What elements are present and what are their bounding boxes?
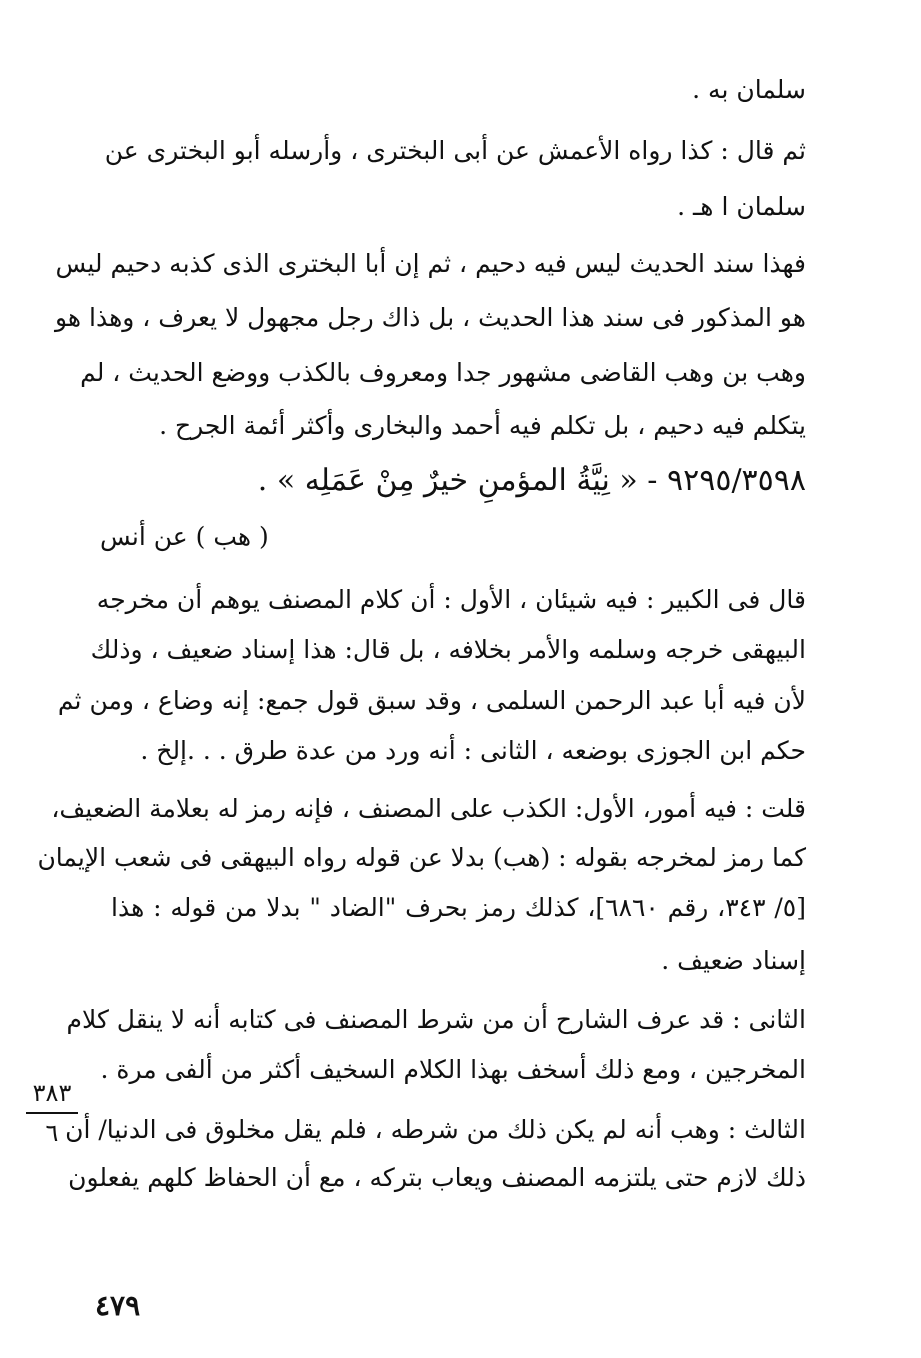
margin-reference-divider bbox=[26, 1112, 78, 1114]
text-line-11: لأن فيه أبا عبد الرحمن السلمى ، وقد سبق قول جمع: إنه وضاع ، ومن ثم bbox=[57, 686, 806, 715]
margin-reference bbox=[22, 1078, 82, 1148]
text-line-12: حكم ابن الجوزى بوضعه ، الثانى : أنه ورد من عدة طرق . . .إلخ . bbox=[140, 736, 806, 765]
text-line-10: البيهقى خرجه وسلمه والأمر بخلافه ، بل قال: هذا إسناد ضعيف ، وذلك bbox=[90, 635, 806, 664]
text-line-15: [٥/ ٣٤٣، رقم ٦٨٦٠]، كذلك رمز بحرف "الضاد " بدلا من قوله : هذا bbox=[111, 893, 806, 922]
text-line-5: هو المذكور فى سند هذا الحديث ، بل ذاك رجل مجهول لا يعرف ، وهذا هو bbox=[54, 303, 806, 332]
page-number: ٤٧٩ bbox=[95, 1289, 141, 1322]
margin-reference-top: ٣٨٣ bbox=[32, 1079, 72, 1107]
text-line-19: الثالث : وهب أنه لم يكن ذلك من شرطه ، فلم يقل مخلوق فى الدنيا/ أن bbox=[65, 1115, 806, 1144]
text-line-2: ثم قال : كذا رواه الأعمش عن أبى البخترى ، وأرسله أبو البخترى عن bbox=[104, 136, 806, 165]
text-line-1: سلمان به . bbox=[692, 75, 806, 104]
text-line-4: فهذا سند الحديث ليس فيه دحيم ، ثم إن أبا البخترى الذى كذبه دحيم ليس bbox=[55, 249, 806, 278]
text-line-14: كما رمز لمخرجه بقوله : (هب) بدلا عن قوله رواه البيهقى فى شعب الإيمان bbox=[37, 843, 806, 872]
text-line-17: الثانى : قد عرف الشارح أن من شرط المصنف فى كتابه أنه لا ينقل كلام bbox=[66, 1005, 806, 1034]
text-line-7: يتكلم فيه دحيم ، بل تكلم فيه أحمد والبخارى وأكثر أئمة الجرح . bbox=[159, 411, 806, 440]
text-line-16: إسناد ضعيف . bbox=[661, 946, 806, 975]
text-line-13: قلت : فيه أمور، الأول: الكذب على المصنف ، فإنه رمز له بعلامة الضعيف، bbox=[51, 794, 806, 823]
text-line-18: المخرجين ، ومع ذلك أسخف بهذا الكلام السخيف أكثر من ألفى مرة . bbox=[100, 1055, 806, 1084]
text-line-20: ذلك لازم حتى يلتزمه المصنف ويعاب بتركه ، مع أن الحفاظ كلهم يفعلون bbox=[68, 1163, 806, 1192]
margin-reference-bottom: ٦ bbox=[45, 1119, 59, 1147]
text-line-9: قال فى الكبير : فيه شيئان ، الأول : أن كلام المصنف يوهم أن مخرجه bbox=[96, 585, 806, 614]
text-line-3: سلمان ا هـ . bbox=[677, 192, 806, 221]
hadith-heading: ٩٢٩٥/٣٥٩٨ - « نِيَّةُ المؤمنِ خيرٌ مِنْ عَمَلِه » . bbox=[257, 463, 806, 498]
hadith-source: ( هب ) عن أنس bbox=[100, 522, 269, 551]
text-line-6: وهب بن وهب القاضى مشهور جدا ومعروف بالكذب ووضع الحديث ، لم bbox=[80, 358, 806, 387]
